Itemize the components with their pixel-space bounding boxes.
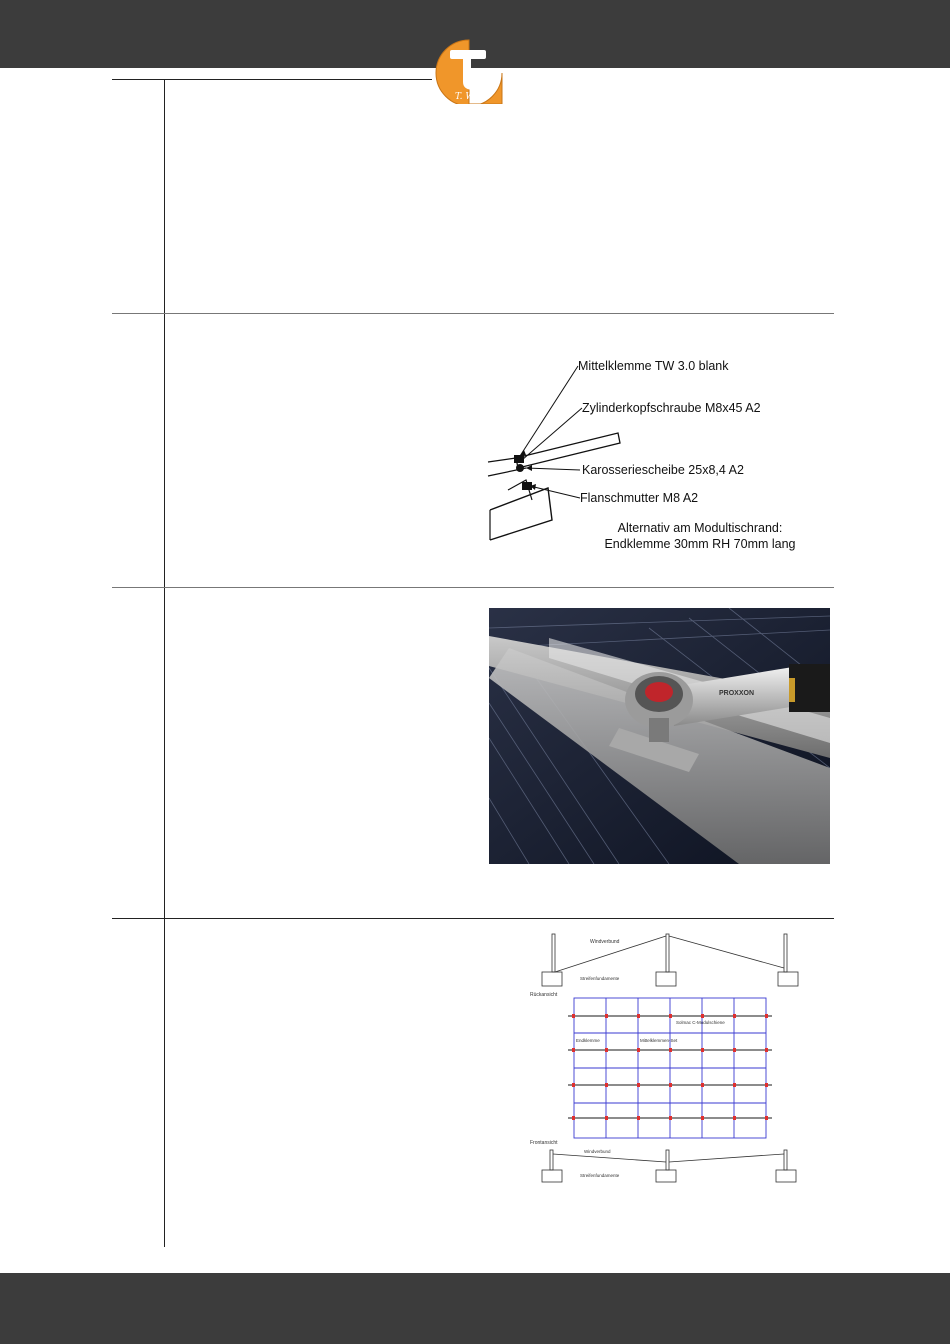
logo-text: T. Werk bbox=[454, 92, 490, 102]
label-windverbund-top: Windverbund bbox=[590, 939, 620, 945]
clamp-assembly-diagram bbox=[486, 340, 826, 560]
label-frontansicht: Frontansicht bbox=[530, 1140, 558, 1146]
label-mittelklemmen: Mittelklemmen-Set bbox=[640, 1038, 678, 1043]
callout-karosseriescheibe: Karosseriescheibe 25x8,4 A2 bbox=[582, 463, 744, 477]
table-row-divider bbox=[112, 313, 834, 314]
table-row-divider bbox=[112, 918, 834, 919]
label-rueckansicht: Rückansicht bbox=[530, 992, 558, 998]
label-windverbund-bottom: Windverbund bbox=[584, 1149, 611, 1154]
table-row-divider bbox=[112, 79, 432, 80]
label-c-profil: Solmac C-Modulschiene bbox=[676, 1020, 725, 1025]
note-line-2: Endklemme 30mm RH 70mm lang bbox=[604, 537, 796, 551]
t-werk-logo bbox=[432, 38, 506, 104]
table-column-divider bbox=[164, 79, 165, 1247]
callout-mittelklemme: Mittelklemme TW 3.0 blank bbox=[578, 359, 729, 373]
note-line-1: Alternativ am Modultischrand: bbox=[617, 521, 783, 535]
callout-flanschmutter: Flanschmutter M8 A2 bbox=[580, 491, 699, 505]
ratchet-on-panel-photo bbox=[489, 608, 830, 864]
callout-zylinderkopfschraube: Zylinderkopfschraube M8x45 A2 bbox=[582, 401, 761, 415]
label-streifen-top: Streifenfundamente bbox=[580, 976, 620, 981]
footer-bar bbox=[0, 1273, 950, 1344]
label-endklemme: Endklemme bbox=[576, 1038, 600, 1043]
table-row-divider bbox=[112, 587, 834, 588]
array-layout-plan bbox=[528, 928, 800, 1188]
photo-brand-label: PROXXON bbox=[719, 690, 755, 697]
label-streifen-bottom: Streifenfundamente bbox=[580, 1173, 620, 1178]
